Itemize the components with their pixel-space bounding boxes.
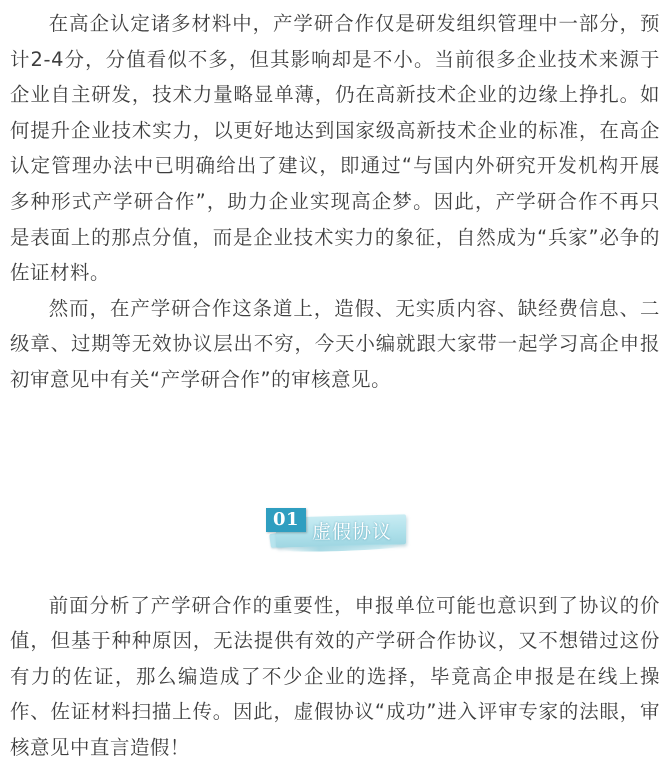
section-paragraph: 前面分析了产学研合作的重要性，申报单位可能也意识到了协议的价值，但基于种种原因，无法提供有效的产学研合作协议，又不想错过这份有力的佐证，那么编造成了不少企业的选择，毕竟高企申报是在线上操作、佐证材料扫描上传。因此，虚假协议“成功”进入评审专家的法眼，审核意见中直言造假！ (10, 593, 660, 759)
section-header (260, 508, 410, 550)
section-number-badge: 01 (266, 508, 306, 532)
article-body (10, 6, 660, 766)
section-header-block (10, 398, 660, 588)
section-title: 虚假协议 (312, 520, 393, 543)
context-paragraph: 然而，在产学研合作这条道上，造假、无实质内容、缺经费信息、二级章、过期等无效协议层出不穷，今天小编就跟大家带一起学习高企申报初审意见中有关“产学研合作”的审核意见。 (10, 296, 660, 391)
intro-paragraph: 在高企认定诸多材料中，产学研合作仅是研发组织管理中一部分，预计2-4分，分值看似不多，但其影响却是不小。当前很多企业技术来源于企业自主研发，技术力量略显单薄，仍在高新技术企业的边缘上挣扎。如何提升企业技术实力，以更好地达到国家级高新技术企业的标准，在高企认定管理办法中已明确给出了建议，即通过“与国内外研究开发机构开展多种形式产学研合作”，助力企业实现高企梦。因此，产学研合作不再只是表面上的那点分值，而是企业技术实力的象征，自然成为“兵家”必争的佐证材料。 (10, 12, 660, 285)
